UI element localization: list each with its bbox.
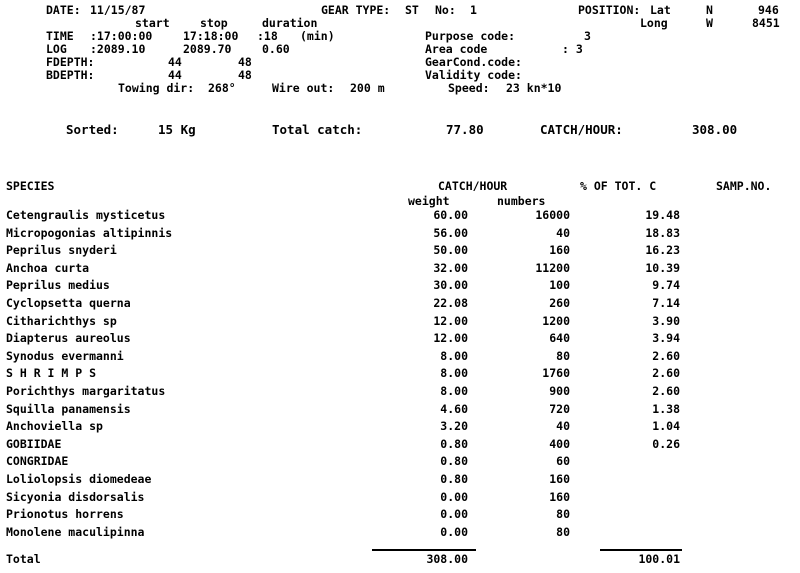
percent-of-total: 19.48 <box>645 208 680 222</box>
fdepth-stop: 48 <box>238 55 252 69</box>
catch-numbers: 160 <box>549 243 570 257</box>
percent-of-total: 3.90 <box>652 314 680 328</box>
time-start: :17:00:00 <box>90 29 153 43</box>
percent-of-total: 9.74 <box>652 278 680 292</box>
time-unit: (min) <box>300 29 335 43</box>
sorted-label: Sorted: <box>66 122 119 137</box>
total-weight: 308.00 <box>426 552 468 566</box>
catch-weight: 3.20 <box>440 419 468 433</box>
catch-per-hour-label: CATCH/HOUR: <box>540 122 623 137</box>
area-code-label: Area code <box>425 42 488 56</box>
species-name: Squilla panamensis <box>6 402 131 416</box>
species-name: Cyclopsetta querna <box>6 296 131 310</box>
species-name: Diapterus aureolus <box>6 331 131 345</box>
log-label: LOG <box>46 42 67 56</box>
gear-type-value: ST <box>405 3 419 17</box>
time-duration: :18 <box>257 29 278 43</box>
species-column-header: SPECIES <box>6 179 55 193</box>
catch-numbers: 160 <box>549 472 570 486</box>
time-stop: 17:18:00 <box>183 29 239 43</box>
catch-numbers: 720 <box>549 402 570 416</box>
catch-weight: 56.00 <box>433 226 468 240</box>
percent-of-total: 2.60 <box>652 384 680 398</box>
speed-label: Speed: <box>448 81 490 95</box>
catch-numbers: 260 <box>549 296 570 310</box>
station-no-label: No: <box>435 3 456 17</box>
catch-numbers: 80 <box>556 349 570 363</box>
percent-of-total-column-header: % OF TOT. C <box>580 179 657 193</box>
species-name: Peprilus snyderi <box>6 243 117 257</box>
long-value: 8451 <box>752 16 780 30</box>
log-difference: 0.60 <box>262 42 290 56</box>
towing-direction-value: 268° <box>208 81 236 95</box>
catch-weight: 0.80 <box>440 454 468 468</box>
percent-of-total: 7.14 <box>652 296 680 310</box>
catch-weight: 60.00 <box>433 208 468 222</box>
catch-weight: 4.60 <box>440 402 468 416</box>
species-name: Porichthys margaritatus <box>6 384 166 398</box>
catch-weight: 22.08 <box>433 296 468 310</box>
percent-of-total: 3.94 <box>652 331 680 345</box>
species-name: Sicyonia disdorsalis <box>6 490 145 504</box>
species-name: Monolene maculipinna <box>6 525 145 539</box>
catch-numbers: 900 <box>549 384 570 398</box>
fdepth-label: FDEPTH: <box>46 55 95 69</box>
species-name: Synodus evermanni <box>6 349 124 363</box>
date-value: 11/15/87 <box>90 3 146 17</box>
wire-out-label: Wire out: <box>272 81 335 95</box>
catch-weight: 0.80 <box>440 437 468 451</box>
gear-condition-code-label: GearCond.code: <box>425 55 522 69</box>
species-name: Anchoa curta <box>6 261 90 275</box>
catch-numbers: 400 <box>549 437 570 451</box>
gear-type-label: GEAR TYPE: <box>321 3 391 17</box>
catch-weight: 30.00 <box>433 278 468 292</box>
catch-numbers: 80 <box>556 507 570 521</box>
catch-numbers: 16000 <box>535 208 570 222</box>
percent-total-rule <box>600 549 682 551</box>
catch-weight: 0.00 <box>440 490 468 504</box>
lat-label: Lat <box>650 3 671 17</box>
sample-number-column-header: SAMP.NO. <box>716 179 772 193</box>
position-label: POSITION: <box>578 3 641 17</box>
log-stop: 2089.70 <box>183 42 232 56</box>
catch-weight: 0.80 <box>440 472 468 486</box>
col-duration-label: duration <box>262 16 318 30</box>
purpose-code-value: 3 <box>584 29 591 43</box>
long-hemisphere: W <box>706 16 713 30</box>
towing-direction-label: Towing dir: <box>118 81 195 95</box>
catch-numbers: 640 <box>549 331 570 345</box>
catch-numbers: 100 <box>549 278 570 292</box>
catch-weight: 0.00 <box>440 525 468 539</box>
percent-of-total: 2.60 <box>652 349 680 363</box>
catch-weight: 50.00 <box>433 243 468 257</box>
catch-numbers: 40 <box>556 226 570 240</box>
log-start: :2089.10 <box>90 42 146 56</box>
catch-numbers: 11200 <box>535 261 570 275</box>
percent-of-total: 18.83 <box>645 226 680 240</box>
species-name: GOBIIDAE <box>6 437 62 451</box>
sorted-value: 15 Kg <box>158 122 196 137</box>
species-name: CONGRIDAE <box>6 454 69 468</box>
area-code-value: : 3 <box>562 42 583 56</box>
percent-of-total: 0.26 <box>652 437 680 451</box>
percent-of-total: 16.23 <box>645 243 680 257</box>
col-start-label: start <box>135 16 170 30</box>
catch-weight: 8.00 <box>440 366 468 380</box>
fdepth-start: 44 <box>168 55 182 69</box>
catch-weight: 0.00 <box>440 507 468 521</box>
lat-value: 946 <box>758 3 779 17</box>
catch-numbers: 1200 <box>542 314 570 328</box>
long-label: Long <box>640 16 668 30</box>
speed-value: 23 kn*10 <box>506 81 562 95</box>
percent-of-total: 10.39 <box>645 261 680 275</box>
species-name: Anchoviella sp <box>6 419 103 433</box>
total-percent: 100.01 <box>638 552 680 566</box>
col-stop-label: stop <box>200 16 228 30</box>
bdepth-label: BDEPTH: <box>46 68 95 82</box>
percent-of-total: 1.38 <box>652 402 680 416</box>
catch-per-hour-value: 308.00 <box>692 122 738 137</box>
catch-numbers: 1760 <box>542 366 570 380</box>
weight-column-header: weight <box>408 194 450 208</box>
bdepth-start: 44 <box>168 68 182 82</box>
validity-code-label: Validity code: <box>425 68 522 82</box>
species-name: Citharichthys sp <box>6 314 117 328</box>
percent-of-total: 2.60 <box>652 366 680 380</box>
wire-out-value: 200 m <box>350 81 385 95</box>
catch-weight: 12.00 <box>433 331 468 345</box>
catch-numbers: 60 <box>556 454 570 468</box>
date-label: DATE: <box>46 3 81 17</box>
species-name: Peprilus medius <box>6 278 110 292</box>
catch-numbers: 40 <box>556 419 570 433</box>
station-no-value: 1 <box>470 3 477 17</box>
lat-hemisphere: N <box>706 3 713 17</box>
species-name: Loliolopsis diomedeae <box>6 472 152 486</box>
percent-of-total: 1.04 <box>652 419 680 433</box>
catch-numbers: 80 <box>556 525 570 539</box>
total-label: Total <box>6 552 41 566</box>
catch-weight: 8.00 <box>440 349 468 363</box>
total-catch-value: 77.80 <box>446 122 484 137</box>
time-label: TIME <box>46 29 74 43</box>
catch-per-hour-column-header: CATCH/HOUR <box>438 179 508 193</box>
weight-total-rule <box>372 549 476 551</box>
species-name: Prionotus horrens <box>6 507 124 521</box>
numbers-column-header: numbers <box>497 194 546 208</box>
catch-weight: 8.00 <box>440 384 468 398</box>
total-catch-label: Total catch: <box>272 122 363 137</box>
catch-weight: 12.00 <box>433 314 468 328</box>
catch-numbers: 160 <box>549 490 570 504</box>
species-name: Cetengraulis mysticetus <box>6 208 166 222</box>
catch-weight: 32.00 <box>433 261 468 275</box>
species-name: Micropogonias altipinnis <box>6 226 173 240</box>
bdepth-stop: 48 <box>238 68 252 82</box>
purpose-code-label: Purpose code: <box>425 29 516 43</box>
species-name: S H R I M P S <box>6 366 97 380</box>
